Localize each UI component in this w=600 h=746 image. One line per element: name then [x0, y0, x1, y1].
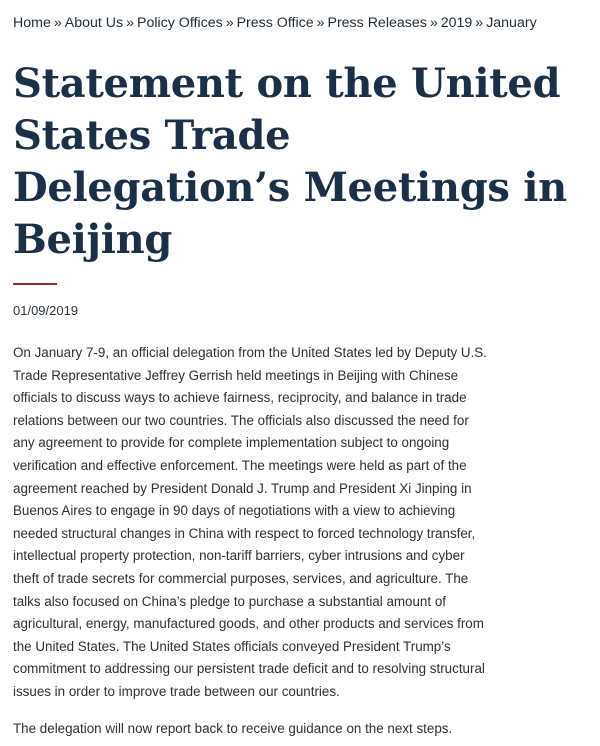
breadcrumb-separator: »	[475, 15, 484, 31]
publish-date: 01/09/2019	[13, 303, 79, 318]
breadcrumb-separator: »	[53, 15, 62, 31]
breadcrumb-separator: »	[225, 15, 234, 31]
breadcrumb-january[interactable]: January	[486, 15, 537, 31]
breadcrumb-policy-offices[interactable]: Policy Offices	[137, 15, 223, 31]
breadcrumb-press-office[interactable]: Press Office	[236, 15, 314, 31]
breadcrumb-home[interactable]: Home	[13, 15, 51, 31]
article-paragraph: On January 7-9, an official delegation from the United States led by Deputy U.S. Trade Representative Jeffrey Gerrish held meetings in Beijing with Chinese officials to discuss ways to achieve fairness, reciprocity, and balance in trade relations between our two countries. The officials also discussed the need for any agreement to provide for complete implementation subject to ongoing verification and effective enforcement. The meetings were held as part of the agreement reached by President Donald J. Trump and President Xi Jinping in Buenos Aires to engage in 90 days of negotiations with a view to achieving needed structural changes in China with respect to forced technology transfer, intellectual property protection, non-tariff barriers, cyber intrusions and cyber theft of trade secrets for commercial purposes, services, and agriculture. The talks also focused on China’s pledge to purchase a substantial amount of agricultural, energy, manufactured goods, and other products and services from the United States. The United States officials conveyed President Trump’s commitment to addressing our persistent trade deficit and to resolving structural issues in order to improve trade between our countries.	[13, 345, 487, 699]
breadcrumb-separator: »	[126, 15, 134, 31]
breadcrumb-separator: »	[316, 15, 325, 31]
breadcrumb-about-us[interactable]: About Us	[64, 15, 124, 31]
breadcrumb-separator: »	[429, 15, 438, 31]
title-accent-rule	[13, 283, 57, 285]
article-body	[13, 342, 491, 704]
breadcrumb-press-releases[interactable]: Press Releases	[327, 15, 427, 31]
breadcrumb-2019[interactable]: 2019	[440, 15, 473, 31]
article-paragraph: The delegation will now report back to receive guidance on the next steps.	[13, 721, 453, 736]
breadcrumb	[13, 14, 537, 32]
page-title: Statement on the United States Trade Delegation’s Meetings in Beijing	[13, 60, 567, 263]
